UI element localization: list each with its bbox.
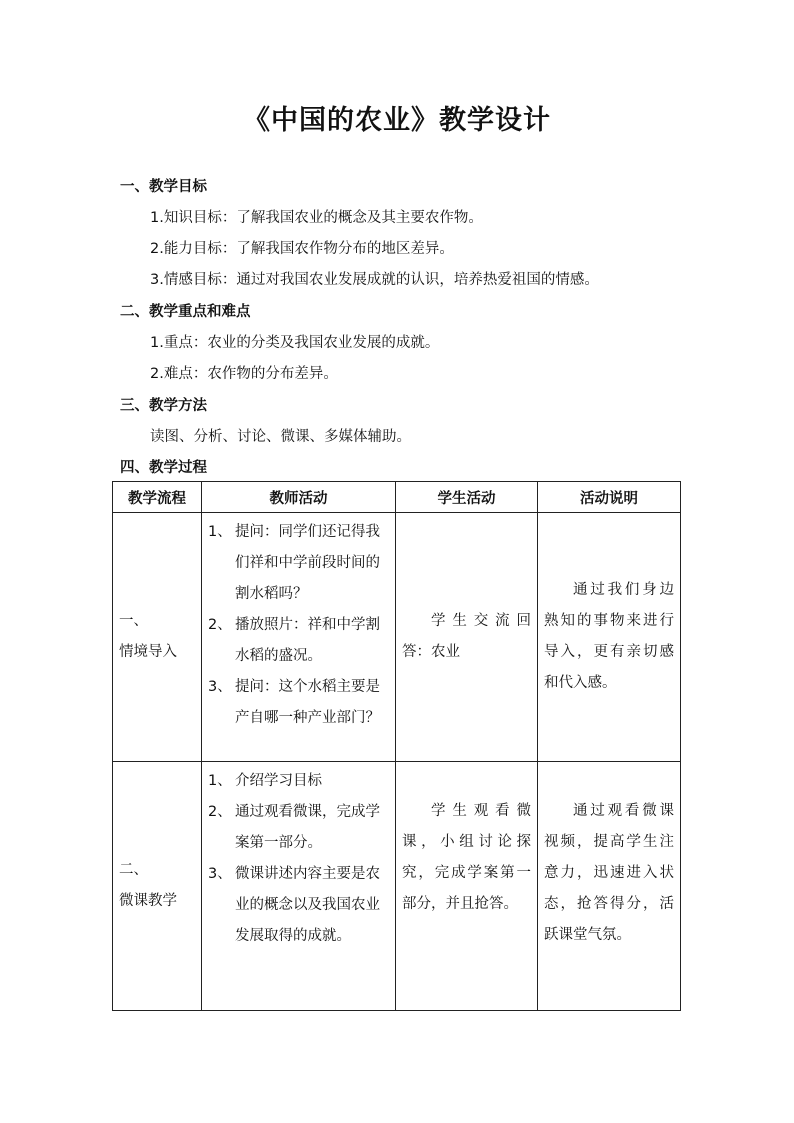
list-item: 3、 提问：这个水稻主要是产自哪一种产业部门？ <box>208 679 380 726</box>
student-activity-cell: 学生观看微课，小组讨论探究，完成学案第一部分，并且抢答。 <box>396 762 538 1011</box>
header-student: 学生活动 <box>396 482 538 513</box>
key-point-item: 1.重点：农业的分类及我国农业发展的成就。 <box>150 335 440 351</box>
activity-note-cell: 通过观看微课视频，提高学生注意力，迅速进入状态，抢答得分，活跃课堂气氛。 <box>538 762 681 1011</box>
methods-text: 读图、分析、讨论、微课、多媒体辅助。 <box>150 429 411 445</box>
teaching-process-table <box>112 481 681 1011</box>
section-heading-methods: 三、教学方法 <box>120 398 207 414</box>
table-row <box>113 762 681 1011</box>
table-row <box>113 513 681 762</box>
section-heading-goals: 一、教学目标 <box>120 179 207 195</box>
stage-number: 二、 <box>119 862 148 878</box>
list-item: 1、 介绍学习目标 <box>208 773 322 789</box>
header-stage: 教学流程 <box>113 482 202 513</box>
stage-number: 一、 <box>119 613 148 629</box>
table-header-row <box>113 482 681 513</box>
teacher-activity-cell <box>202 762 396 1011</box>
stage-cell <box>113 762 202 1011</box>
goal-item: 2.能力目标：了解我国农作物分布的地区差异。 <box>150 241 454 257</box>
section-heading-key-points: 二、教学重点和难点 <box>120 304 251 320</box>
list-item: 3、 微课讲述内容主要是农业的概念以及我国农业发展取得的成就。 <box>208 866 380 944</box>
document-title: 《中国的农业》教学设计 <box>243 105 551 136</box>
header-note: 活动说明 <box>538 482 681 513</box>
list-item: 2、 通过观看微课，完成学案第一部分。 <box>208 804 380 851</box>
student-activity-cell: 学生交流回答：农业 <box>396 513 538 762</box>
activity-note-cell: 通过我们身边熟知的事物来进行导入，更有亲切感和代入感。 <box>538 513 681 762</box>
header-teacher: 教师活动 <box>202 482 396 513</box>
goal-item: 1.知识目标：了解我国农业的概念及其主要农作物。 <box>150 210 483 226</box>
key-point-item: 2.难点：农作物的分布差异。 <box>150 366 338 382</box>
goal-item: 3.情感目标：通过对我国农业发展成就的认识，培养热爱祖国的情感。 <box>150 272 599 288</box>
list-item: 1、 提问：同学们还记得我们祥和中学前段时间的割水稻吗？ <box>208 524 380 602</box>
section-heading-process: 四、教学过程 <box>120 460 207 476</box>
stage-name: 情境导入 <box>119 644 177 660</box>
stage-cell <box>113 513 202 762</box>
list-item: 2、 播放照片：祥和中学割水稻的盛况。 <box>208 617 380 664</box>
stage-name: 微课教学 <box>119 893 177 909</box>
teacher-activity-cell <box>202 513 396 762</box>
